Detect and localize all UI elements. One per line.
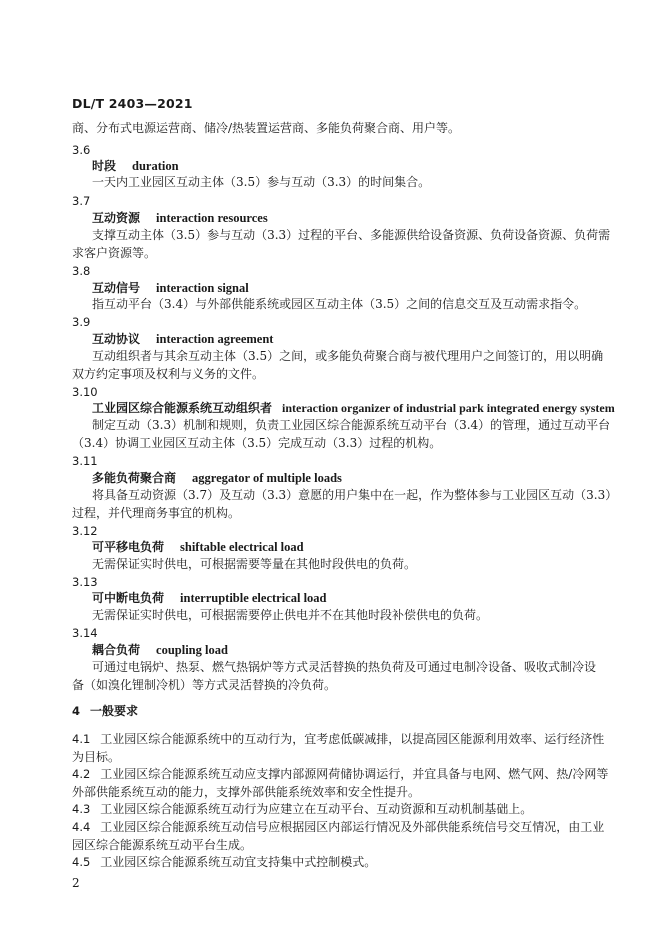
term-definition: 无需保证实时供电，可根据需要停止供电并不在其他时段补偿供电的负荷。 bbox=[92, 608, 489, 622]
requirement-item: 4.5 工业园区综合能源系统互动宜支持集中式控制模式。 bbox=[72, 855, 377, 869]
requirement-item: 4.2 工业园区综合能源系统互动应支撑内部源网荷储协调运行，并宜具备与电网、燃气网、热/冷网等 bbox=[72, 767, 609, 781]
term-heading: 多能负荷聚合商 aggregator of multiple loads bbox=[92, 471, 342, 485]
term-definition-cont: 双方约定事项及权利与义务的文件。 bbox=[72, 367, 265, 381]
requirement-item-cont: 为目标。 bbox=[72, 750, 121, 764]
requirement-item-cont: 外部供能系统互动的能力，支撑外部供能系统效率和安全性提升。 bbox=[72, 785, 421, 799]
requirement-item-cont: 园区综合能源系统互动平台生成。 bbox=[72, 838, 253, 852]
paragraph-line: 商、分布式电源运营商、储冷/热装置运营商、多能负荷聚合商、用户等。 bbox=[72, 121, 461, 135]
clause-number: 3.6 bbox=[72, 143, 91, 157]
clause-number: 3.9 bbox=[72, 315, 91, 329]
term-definition-cont: 备（如溴化锂制冷机）等方式灵活替换的冷负荷。 bbox=[72, 678, 337, 692]
clause-number: 3.13 bbox=[72, 575, 98, 589]
section-heading: 4 一般要求 bbox=[72, 704, 139, 718]
term-definition: 一天内工业园区互动主体（3.5）参与互动（3.3）的时间集合。 bbox=[92, 175, 431, 189]
term-heading: 时段 duration bbox=[92, 159, 179, 173]
term-definition: 可通过电锅炉、热泵、燃气热锅炉等方式灵活替换的热负荷及可通过电制冷设备、吸收式制冷设 bbox=[92, 660, 597, 674]
term-heading: 可中断电负荷 interruptible electrical load bbox=[92, 591, 327, 605]
clause-number: 3.14 bbox=[72, 626, 98, 640]
term-heading: 工业园区综合能源系统互动组织者 interaction organizer of industrial park integrated energy system bbox=[92, 401, 615, 415]
requirement-item: 4.3 工业园区综合能源系统互动行为应建立在互动平台、互动资源和互动机制基础上。 bbox=[72, 802, 533, 816]
clause-number: 3.10 bbox=[72, 385, 98, 399]
requirement-item: 4.4 工业园区综合能源系统互动信号应根据园区内部运行情况及外部供能系统信号交互情况，由工业 bbox=[72, 820, 605, 834]
page-number: 2 bbox=[72, 876, 80, 890]
term-definition: 指互动平台（3.4）与外部供能系统或园区互动主体（3.5）之间的信息交互及互动需求指令。 bbox=[92, 297, 587, 311]
clause-number: 3.8 bbox=[72, 264, 91, 278]
term-definition: 互动组织者与其余互动主体（3.5）之间，或多能负荷聚合商与被代理用户之间签订的，用以明确 bbox=[92, 349, 604, 363]
term-heading: 互动资源 interaction resources bbox=[92, 211, 268, 225]
clause-number: 3.7 bbox=[72, 194, 91, 208]
term-definition: 将具备互动资源（3.7）及互动（3.3）意愿的用户集中在一起，作为整体参与工业园区互动（3.3） bbox=[92, 488, 618, 502]
clause-number: 3.12 bbox=[72, 524, 98, 538]
term-definition: 制定互动（3.3）机制和规则，负责工业园区综合能源系统互动平台（3.4）的管理，通过互动平台 bbox=[92, 418, 611, 432]
term-heading: 互动协议 interaction agreement bbox=[92, 332, 274, 346]
term-heading: 可平移电负荷 shiftable electrical load bbox=[92, 540, 304, 554]
term-definition: 支撑互动主体（3.5）参与互动（3.3）过程的平台、多能源供给设备资源、负荷设备资源、负荷需 bbox=[92, 228, 611, 242]
term-heading: 耦合负荷 coupling load bbox=[92, 643, 228, 657]
requirement-item: 4.1 工业园区综合能源系统中的互动行为，宜考虑低碳减排，以提高园区能源利用效率、运行经济性 bbox=[72, 732, 605, 746]
term-definition-cont: （3.4）协调工业园区互动主体（3.5）完成互动（3.3）过程的机构。 bbox=[72, 436, 442, 450]
term-heading: 互动信号 interaction signal bbox=[92, 281, 249, 295]
term-definition-cont: 求客户资源等。 bbox=[72, 246, 157, 260]
clause-number: 3.11 bbox=[72, 454, 98, 468]
term-definition-cont: 过程，并代理商务事宜的机构。 bbox=[72, 506, 241, 520]
term-definition: 无需保证实时供电，可根据需要等量在其他时段供电的负荷。 bbox=[92, 557, 417, 571]
document-code-header: DL/T 2403—2021 bbox=[72, 96, 193, 111]
